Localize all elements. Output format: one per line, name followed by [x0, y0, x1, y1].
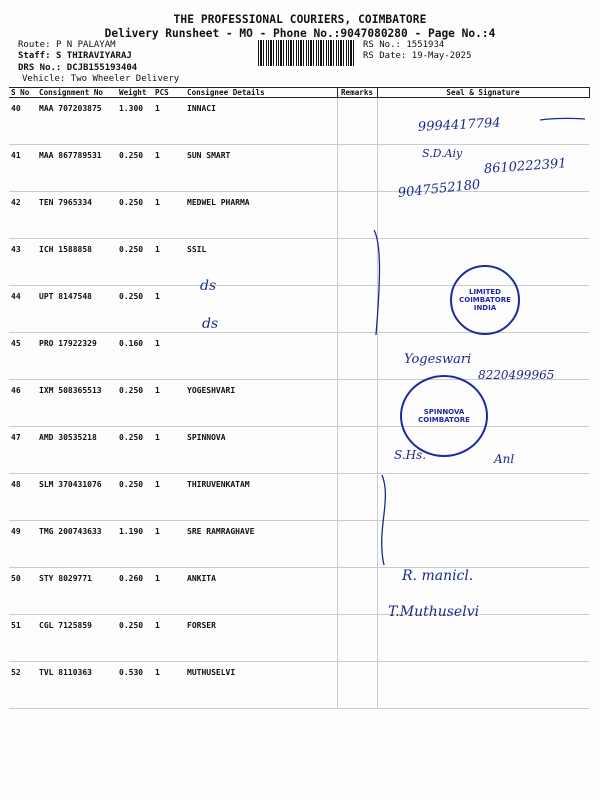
vehicle-line	[22, 74, 179, 85]
company-stamp-spinnova: SPINNOVA COIMBATORE	[400, 375, 488, 457]
cell-sno: 46	[9, 380, 37, 427]
cell-sno: 52	[9, 662, 37, 709]
cell-consignment: STY 8029771	[37, 568, 117, 615]
cell-remarks	[337, 568, 377, 615]
cell-weight: 0.250	[117, 145, 153, 192]
barcode	[258, 40, 355, 66]
col-seal: Seal & Signature	[377, 88, 589, 98]
cell-consignment: PRO 17922329	[37, 333, 117, 380]
route-value: P N PALAYAM	[55, 40, 116, 50]
cell-consignment: TEN 7965334	[37, 192, 117, 239]
cell-pcs: 1	[153, 98, 185, 145]
handwritten-signature-52: T.Muthuselvi	[388, 604, 480, 620]
rs-date-value: 19-May-2025	[411, 51, 472, 61]
handwritten-phone-42: 9047552180	[397, 177, 482, 201]
cell-consignment: TMG 200743633	[37, 521, 117, 568]
cell-pcs: 1	[153, 662, 185, 709]
handwritten-stroke-49	[372, 470, 402, 570]
cell-sno: 47	[9, 427, 37, 474]
runsheet-subtitle: Delivery Runsheet - MO - Phone No.:9047080280 - Page No.:4	[104, 27, 496, 40]
handwritten-bracket-stroke	[360, 225, 400, 345]
cell-sno: 43	[9, 239, 37, 286]
staff-value: S THIRAVIYARAJ	[55, 51, 132, 61]
table-row	[9, 474, 589, 521]
cell-consignee: THIRUVENKATAM	[185, 474, 337, 521]
col-remarks: Remarks	[337, 88, 377, 98]
table-row	[9, 568, 589, 615]
cell-sno: 51	[9, 615, 37, 662]
cell-weight: 0.250	[117, 474, 153, 521]
cell-seal	[377, 521, 589, 568]
cell-sno: 42	[9, 192, 37, 239]
table-row	[9, 192, 589, 239]
col-consignment: Consignment No	[37, 88, 117, 98]
cell-remarks	[337, 474, 377, 521]
cell-weight: 1.190	[117, 521, 153, 568]
staff-line	[18, 51, 132, 62]
cell-pcs: 1	[153, 427, 185, 474]
route-line	[18, 40, 116, 51]
table-row	[9, 427, 589, 474]
cell-consignee: SSIL	[185, 239, 337, 286]
cell-consignment: IXM 508365513	[37, 380, 117, 427]
handwritten-mark-44: ds	[200, 278, 217, 294]
cell-consignee: SPINNOVA	[185, 427, 337, 474]
rs-no-line	[363, 40, 444, 51]
cell-remarks	[337, 145, 377, 192]
col-pcs: PCS	[153, 88, 185, 98]
cell-weight: 0.250	[117, 286, 153, 333]
drs-line	[18, 63, 137, 74]
handwritten-signature-41: S.D.Aiy	[422, 147, 463, 160]
cell-sno: 41	[9, 145, 37, 192]
cell-pcs: 1	[153, 521, 185, 568]
cell-weight: 0.250	[117, 615, 153, 662]
cell-consignment: ICH 1588858	[37, 239, 117, 286]
cell-remarks	[337, 662, 377, 709]
cell-pcs: 1	[153, 380, 185, 427]
handwritten-signature-48b: Anl	[494, 452, 515, 466]
handwritten-tail-stroke	[370, 110, 590, 130]
cell-sno: 48	[9, 474, 37, 521]
vehicle-value: Two Wheeler Delivery	[70, 74, 180, 84]
cell-pcs: 1	[153, 192, 185, 239]
cell-seal	[377, 662, 589, 709]
cell-consignee: SUN SMART	[185, 145, 337, 192]
cell-seal	[377, 615, 589, 662]
table-row	[9, 615, 589, 662]
cell-pcs: 1	[153, 286, 185, 333]
cell-weight: 0.530	[117, 662, 153, 709]
cell-weight: 0.250	[117, 192, 153, 239]
table-row	[9, 380, 589, 427]
staff-label: Staff:	[18, 51, 51, 61]
cell-remarks	[337, 521, 377, 568]
cell-pcs: 1	[153, 145, 185, 192]
cell-weight: 0.250	[117, 380, 153, 427]
handwritten-name-46: Yogeswari	[404, 352, 472, 367]
rs-date-label: RS Date:	[363, 51, 407, 61]
cell-weight: 0.160	[117, 333, 153, 380]
cell-consignment: SLM 370431076	[37, 474, 117, 521]
rs-no-value: 1551934	[406, 40, 445, 50]
cell-remarks	[337, 615, 377, 662]
cell-consignment: UPT 8147548	[37, 286, 117, 333]
cell-weight: 0.250	[117, 239, 153, 286]
cell-remarks	[337, 380, 377, 427]
drs-value: DCJB155193404	[66, 63, 138, 73]
handwritten-signature-51: R. manicl.	[402, 568, 474, 584]
cell-sno: 45	[9, 333, 37, 380]
cell-consignee: MEDWEL PHARMA	[185, 192, 337, 239]
table-row	[9, 521, 589, 568]
vehicle-label: Vehicle:	[22, 74, 66, 84]
cell-consignee: INNACI	[185, 98, 337, 145]
cell-consignee: MUTHUSELVI	[185, 662, 337, 709]
cell-consignment: TVL 8110363	[37, 662, 117, 709]
runsheet-table	[9, 87, 590, 709]
drs-label: DRS No.:	[18, 63, 62, 73]
cell-sno: 40	[9, 98, 37, 145]
cell-consignment: CGL 7125859	[37, 615, 117, 662]
handwritten-signature-48: S.Hs.	[394, 448, 427, 462]
cell-pcs: 1	[153, 474, 185, 521]
col-weight: Weight	[117, 88, 153, 98]
company-stamp-limited: LIMITED COIMBATORE INDIA	[450, 265, 520, 335]
cell-sno: 44	[9, 286, 37, 333]
handwritten-phone-46: 8220499965	[478, 368, 555, 382]
cell-consignee: ANKITA	[185, 568, 337, 615]
cell-consignment: MAA 707203875	[37, 98, 117, 145]
cell-consignee: FORSER	[185, 615, 337, 662]
company-title: THE PROFESSIONAL COURIERS, COIMBATORE	[173, 13, 427, 26]
rs-date-line	[363, 51, 471, 62]
cell-pcs: 1	[153, 568, 185, 615]
cell-consignee: SRE RAMRAGHAVE	[185, 521, 337, 568]
col-sno: S No	[9, 88, 37, 98]
handwritten-phone-40: 9994417794	[417, 115, 501, 135]
cell-sno: 49	[9, 521, 37, 568]
rs-no-label: RS No.:	[363, 40, 401, 50]
cell-pcs: 1	[153, 239, 185, 286]
cell-weight: 1.300	[117, 98, 153, 145]
cell-seal	[377, 474, 589, 521]
route-label: Route:	[18, 40, 51, 50]
cell-weight: 0.260	[117, 568, 153, 615]
cell-weight: 0.250	[117, 427, 153, 474]
cell-remarks	[337, 427, 377, 474]
handwritten-phone-41: 8610222391	[483, 156, 568, 177]
handwritten-mark-45: ds	[202, 316, 219, 332]
cell-consignment: AMD 30535218	[37, 427, 117, 474]
cell-pcs: 1	[153, 615, 185, 662]
cell-consignee: YOGESHVARI	[185, 380, 337, 427]
cell-pcs: 1	[153, 333, 185, 380]
cell-consignee	[185, 333, 337, 380]
cell-sno: 50	[9, 568, 37, 615]
table-header-row	[9, 88, 589, 98]
col-consignee: Consignee Details	[185, 88, 337, 98]
table-row	[9, 662, 589, 709]
cell-consignment: MAA 867789531	[37, 145, 117, 192]
